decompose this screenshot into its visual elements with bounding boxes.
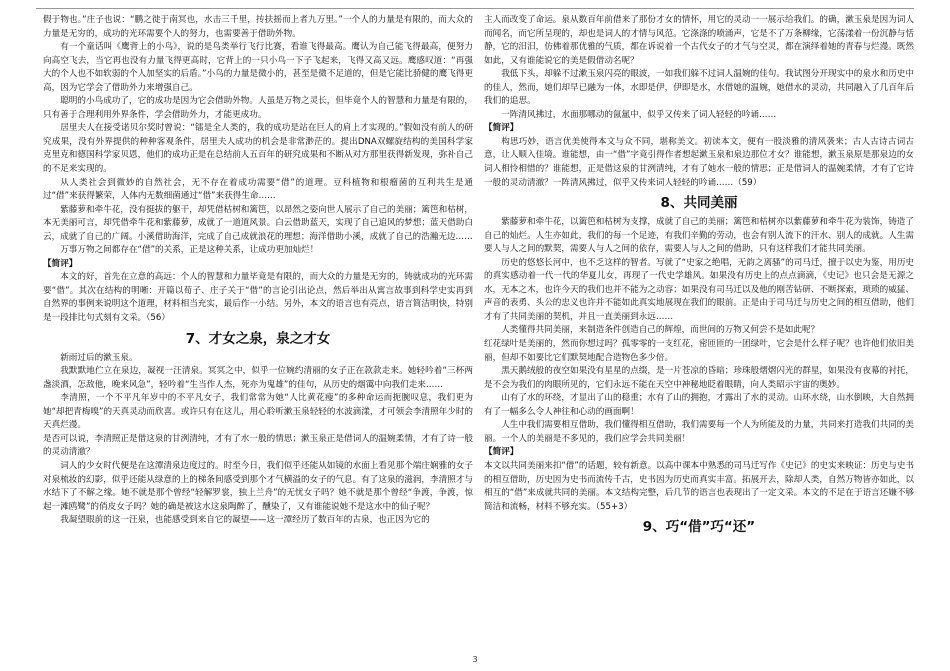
left-column <box>43 14 473 654</box>
paragraph: 紫藤萝和牵牛花，以篱笆和枯树为支撑，成就了自己的美丽；篱笆和枯树亦以紫藤萝和牵牛花为装饰，铸造了自己的灿烂。人生亦如此，我们的每一个足迹，有我们辛勤的劳动，也会有别人流下的汗水、别人的成就。人生需要人与人之间的默契，需要人与人之间的依存，需要人与人之间的借助，只有这样我们才能共同美丽。 <box>484 217 914 255</box>
section-heading-8: 8、共同美丽 <box>660 195 738 212</box>
paragraph: 黑天鹅绒般的夜空如果没有星星的点缀，是一片苍凉的昏暗；珍珠般熠熠闪光的群星，如果没有夜幕的衬托，是不会为我们的肉眼所见的，它们永远不能在天空中神秘地眨着眼睛，向人类昭示宇宙的奥妙。 <box>484 366 914 390</box>
paragraph: 新雨过后的漱玉泉。 <box>60 352 138 363</box>
review-paragraph: 构思巧妙，语言优美使得本文与众不同，堪称美文。初读本文，便有一股淡雅的清风袭来；古人古诗古词古意，让人顺入佳境。谁能想，由一“借”字竟引得作者想起漱玉泉和泉边那位才女？谁能想，漱玉泉原是那泉边的女词人相怜相惜的？谁能想，正是借这泉的甘洌清纯，才有了她水一般的情思；正是借词人的温婉柔情，才有了它诗一般的灵动清澈？一阵清风拂过，似乎又传来词人轻轻的吟诵……（59） <box>484 136 914 188</box>
review-label: 【简评】 <box>43 258 78 269</box>
paragraph: 万事万物之间都存在“借”的关系，正是这种关系，让成功更加灿烂！ <box>60 245 319 256</box>
paragraph: 人生中我们需要相互借助，我们懂得相互借助，我们需要每一个人为所能及的力量，共同来打造我们共同的美丽。一个人的美丽是不多见的，我们应学会共同美丽！ <box>484 420 914 444</box>
paragraph: 红花绿叶是美丽的，然而你想过吗？孤零零的一支红花，密匝匝的一团绿叶，它会是什么样子呢？也许他们依旧美丽，但却不如要比它们默契地配合造物色多少倍。 <box>484 339 914 363</box>
section-heading-9: 9、巧“借”巧“还” <box>642 519 756 536</box>
paragraph: 词人的少女时代便是在这潭清泉边度过的。时至今日，我们似乎还能从如镜的水面上看见那个端庄娴雅的女子对泉梳妆的幻影，似乎还能从绿意的上的梯条间感受到那个才气横溢的女子的气息。有了这泉的滋润，李清照才与水结下了不解之缘。她不就是那个曾经“轻解罗裳，独上兰舟”的无忧女子吗？她不就是那个曾经“争渡，争渡，惊起一滩鸥鹭”的俏皮女子吗？她的确是被这水这泉陶醉了，醺染了，又有谁能说她不是这水中的仙子呢？ <box>43 460 473 512</box>
paragraph: 山有了水的环绕，才显出了山的稳重；水有了山的拥抱，才露出了水的灵动。山环水绕，山水倒映，大自然拥有了一幅多么令人神往和心动的画面啊！ <box>484 393 914 417</box>
paragraph: 主人而改变了命运。泉从数百年前借来了那份才女的情怀，用它的灵动一一展示给我们。的确，漱玉泉是因为词人而闻名，而它所呈现的，却也是词人的才情与风范。它涤涤的喷涌声，它是不了万条柳缘，它荡漾着一份沉静与恬静，它的汨汨，仿佛着那优雅的气质，都在诉说着一个古代女子的才气与空灵，都在演绎着她的青春与烂漫。既然如此，又有谁能说它的美是假借动名呢？ <box>484 15 914 66</box>
top-rule <box>36 8 914 9</box>
section-heading-7: 7、才女之泉，泉之才女 <box>185 330 331 347</box>
paragraph: 居里夫人在接受诺贝尔奖时曾说：“镭是全人类的，我的成功是站在巨人的肩上才实现的。”假如没有前人的研究成果，没有外界提供的种种客观条件，居里夫人成功的机会是非常渺茫的。提出DNA双螺旋结构的美国科学家克里克和德国科学家贝恩，他们的成功正是在总结前人五百年的研究成果和不断从对方那里获得新发现，弥补自己的不足来实现的。 <box>43 123 473 175</box>
paragraph: 我凝望眼前的这一汪泉，也能感受到来自它的凝望——这一潭经历了数百年的古泉，也正因为它的 <box>60 515 430 526</box>
page-number: 3 <box>472 655 478 664</box>
paragraph: 聪明的小鸟成功了，它的成功是因为它会借助外物。人虽是万物之灵长，但毕竟个人的智慧和力量是有限的，只有善于合理利用外界条件，学会借助外力，才能更成功。 <box>43 96 473 120</box>
review-paragraph: 本文以共同美丽来扣“借”的话题，较有新意。以高中课本中熟悉的司马迁写作《史记》的史实来映证：历史与史书的相互借助，历史因为史书而流传千古，史书因为历史而真实丰富。拓展开去，除却人类，自然万物皆亦如此，以相互的“借”来成就共同的美丽。本文结构完整，后几节的语言也表现出了一定文采。本文的不足在于语言还嫌不够简洁和流畅，材料不够充实。（55+3） <box>484 460 914 512</box>
review-label: 【简评】 <box>484 447 519 458</box>
review-paragraph: 本文的好，首先在立意的高远：个人的智慧和力量毕竟是有限的，而大众的力量是无穷的，铸就成功的光环需要“借”。其次在结构的明晰：开篇以荀子、庄子关于“借”的言论引出论点，然后举出从寓言故事到科学史实再到自然界的事例来说明这个道理，材料相当充实，最后作一小结。另外，本文的语言也有亮点，语言简洁明快，特别是一段排比句式刻有文采。（56） <box>43 272 473 324</box>
paragraph: 一阵清风拂过，水面那哪动的氤氲中，似乎又传来了词人轻轻的吟诵…… <box>501 109 777 120</box>
paragraph: 假于物也。”庄子也说：“鹏之徙于南冥也，水击三千里，抟扶摇而上者九万里。”一个人的力量是有限的，而大众的力量是无穷的，成功的光环需要个人的努力，也需要善于借助外物。 <box>43 15 473 39</box>
paragraph: 我低下头，却躲不过漱玉泉闪亮的眼波，一如我们躲不过词人温婉的佳句。我试图分开现实中的泉水和历史中的佳人，然而，她们却早已融为一体，水即是伊，伊即是水，水借她的温婉，她借水的灵动，共同融入了几百年后我们的追思。 <box>484 69 914 107</box>
review-label: 【简评】 <box>484 123 519 134</box>
paragraph: 从人类社会到微妙的自然社会，无不存在着成功需要“借”的道理。豆科植物和根瘤菌的互利共生是通过“借”来获得繁荣，人体内无数细菌通过“借”来获得生命…… <box>43 177 473 202</box>
paragraph: 有一个童话叫《鹰背上的小鸟》，说的是鸟类举行飞行比赛，看谁飞得最高。鹰认为自己能飞得最高，便努力向高空飞去，当它再也没有力量飞得更高时，它背上的一只小鸟一下子飞起来，飞得又高又远。鹰感叹道：“再强大的个人也不如软弱的个人加坚实的后盾。”小鸟的力量是微小的，甚至是微不足道的，但是它能比骄健的鹰飞得更高，因为它学会了借助外力来增强自己。 <box>43 42 473 93</box>
paragraph: 李清照，一个不平凡年岁中的不平凡女子，我们常常为她“人比黄花瘦”的多种命运而扼腕叹息，我们更为她“却把青梅嗅”的天真灵动而欣喜。或许只有在这儿，用心聆听漱玉泉轻轻的水波滴漾，才可领会李清照年少时的天真烂漫。 <box>43 393 473 431</box>
paragraph: 我默默地伫立在泉边，凝视一汪清泉。冥冥之中，似乎一位婉约清丽的女子正在款款走来。她轻吟着“三杯两盏淡酒，怎敌他，晚来风急”，轻吟着“生当作人杰，死亦为鬼雄”的佳句，从历史的烟霭中向我们走来…… <box>43 366 473 390</box>
right-column <box>484 14 914 654</box>
paragraph: 人类懂得共同美丽，来制造条件创造自己的辉煌，而世间的万物又何尝不是如此呢？ <box>501 325 820 336</box>
paragraph: 紫藤萝和牵牛花，没有挺拔的躯干，却凭借枯树和篱笆，以昂然之姿向世人展示了自己的美丽；篱笆和枯树，本无美丽可言，却凭借牵牛花和紫藤萝，成就了一道道风景。白云借助蓝天，实现了自己追风的梦想；蓝天借助白云，成就了自己的广阔。小溪借助海洋，完成了自己成就浪花的理想；海洋借助小溪，成就了自己的浩瀚无边…… <box>43 204 473 242</box>
paragraph: 历史的悠悠长河中，也不乏这样的智者。写就了“史家之绝唱，无韵之离骚”的司马迁，擅于以史为鉴，用历史的真实感动着一代一代的华夏儿女，再现了一代史学雄风。如果没有历史上的点点滴滴，《史记》也只会是无源之水，无本之木，也许今天的我们也并不能为之动容；如果没有司马迁以及他的刚苦钻研、不断探索，琐琐的威猛、声音的表勇、头公的忠义也许并不能如此真实地展现在我们的眼前。正是由于司马迁与历史之间的相互借助，他们才有了共同美丽的契机，并且一直美丽到永远…… <box>484 257 914 322</box>
paragraph: 是否可以说，李清照正是借这泉的甘洌清纯，才有了水一般的情思；漱玉泉正是借词人的温婉柔情，才有了诗一般的灵动清澈？ <box>43 433 473 458</box>
